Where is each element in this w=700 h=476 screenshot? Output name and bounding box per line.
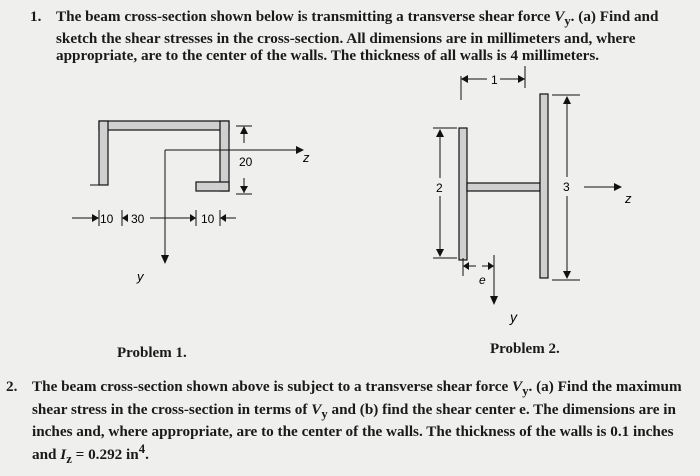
figure-2-dim-2: 2: [436, 181, 443, 195]
problem-2-number: 2.: [6, 378, 18, 395]
problem-2-statement: [6, 378, 696, 468]
figure-1-dim-10-left: 10: [100, 212, 114, 226]
figure-2-y-label: y: [510, 309, 517, 325]
figure-2-caption: Problem 2.: [490, 341, 560, 357]
figure-1-dim-30: 30: [131, 212, 145, 226]
problem-1-number: 1.: [30, 8, 42, 25]
figure-1-z-label: z: [303, 150, 310, 165]
problem-2-text: The beam cross-section shown above is subject to a transverse shear force $V_y$. (a) Find the maximum shear stress in the cross-section in terms of $V_y$ and (b) find the shear center e. The dimensions are in inches and, where appropriate, are to the center of the walls. The thickness of the walls is 0.1 inches and $I_z = 0.292$ $in^4$.: [32, 378, 682, 466]
figure-2-section-walls: [459, 94, 548, 278]
figure-2-dim-3: 3: [563, 180, 570, 194]
figure-1-dim-10-right: 10: [201, 212, 215, 226]
figure-1-dim-20: 20: [239, 155, 253, 169]
figure-2-z-label: z: [625, 191, 632, 206]
problem-1-text: The beam cross-section shown below is transmitting a transverse shear force $V_y$. (a) Find and sketch the shear stresses in the cross-section. All dimensions are in millimeters and, where appropriate, are to the center of the walls. The thickness of all walls is 4 millimeters.: [56, 8, 659, 65]
figure-1-y-label: y: [137, 269, 144, 284]
figure-2-dim-1: 1: [491, 73, 498, 87]
figure-1-caption: Problem 1.: [117, 345, 187, 361]
figure-2-dim-e: e: [479, 273, 486, 287]
